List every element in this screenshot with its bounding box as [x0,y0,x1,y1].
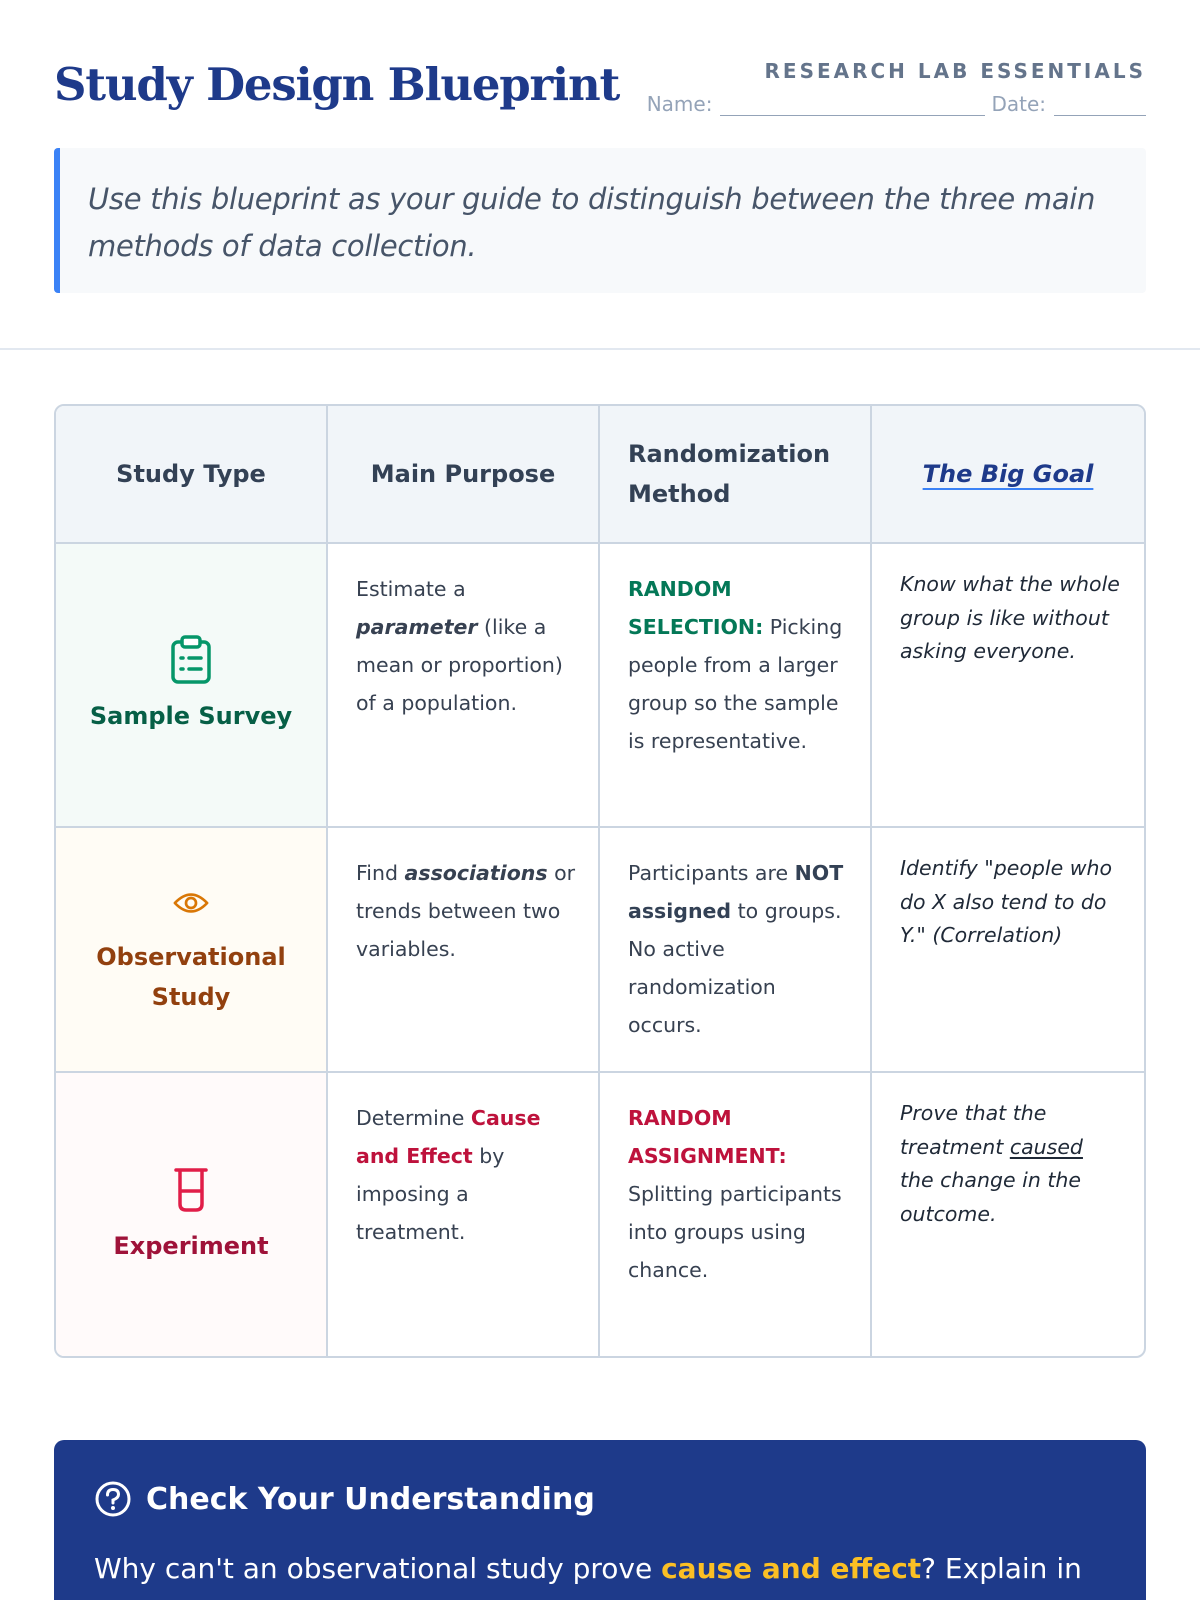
method-cell [600,1073,872,1356]
goal-text: the change in the outcome. [900,1168,1081,1226]
study-type-cell [56,828,328,1071]
method-keyword: NOT assigned [628,861,844,923]
purpose-cell [328,544,600,826]
method-cell [600,828,872,1071]
purpose-emphasis: parameter [356,615,478,639]
brand-label: RESEARCH LAB ESSENTIALS [764,59,1146,83]
header-cell [600,406,872,542]
method-text: to groups. No active randomization occurs. [628,899,842,1037]
purpose-text: Determine [356,1106,471,1130]
study-type-name: Observational Study [96,942,286,1011]
purpose-cell [328,828,600,1071]
method-keyword: RANDOM ASSIGNMENT: [628,1106,787,1168]
method-cell [600,544,872,826]
study-type-cell [56,1073,328,1356]
purpose-text: Find [356,861,405,885]
study-types-table [54,404,1146,1358]
header-main-purpose: Main Purpose [370,460,556,488]
goal-underlined: caused [1009,1134,1083,1159]
goal-cell [872,828,1144,1071]
check-question [94,1552,1082,1585]
purpose-emphasis: associations [404,861,548,885]
header-cell [56,406,328,542]
study-type-cell [56,544,328,826]
date-blank [1054,94,1146,116]
section-divider [0,348,1200,350]
goal-text: Prove that the treatment [900,1101,1047,1159]
method-text: Picking people from a larger group so the sample is representative. [628,615,843,753]
method-text: Participants are [628,861,795,885]
question-highlight: cause and effect [661,1552,922,1585]
beaker-icon [167,1164,215,1216]
check-title-row [94,1480,595,1518]
question-text: ? Explain in [921,1552,1082,1585]
method-text: Splitting participants into groups using chance. [628,1182,842,1282]
goal-text: Know what the whole group is like without asking everyone. [900,572,1120,663]
table-row [56,828,1144,1073]
goal-cell [872,1073,1144,1356]
intro-text: Use this blueprint as your guide to distinguish between the three main methods of data collection. [88,182,1096,263]
date-label: Date: [991,92,1046,116]
table-header-row [56,406,1144,544]
page-title: Study Design Blueprint [54,58,620,111]
header-cell [328,406,600,542]
question-text: Why can't an observational study prove [94,1552,662,1585]
check-title: Check Your Understanding [146,1481,595,1517]
eye-icon [167,883,215,923]
name-blank [720,94,985,116]
header-randomization-method: Randomization Method [628,440,831,508]
name-date-fields [647,92,1146,116]
purpose-text: or trends between two variables. [356,861,576,961]
purpose-text: by imposing a treatment. [356,1144,505,1244]
purpose-keyword: Cause and Effect [356,1106,541,1168]
study-type-name: Sample Survey [89,702,293,730]
purpose-cell [328,1073,600,1356]
table-row [56,1073,1144,1356]
check-understanding-box [54,1440,1146,1600]
header-cell [872,406,1144,542]
header-study-type: Study Type [116,460,266,488]
study-type-name: Experiment [113,1231,269,1260]
name-label: Name: [646,92,713,116]
purpose-text: Estimate a [356,577,466,601]
clipboard-list-icon [167,634,215,686]
intro-callout [54,148,1146,293]
goal-cell [872,544,1144,826]
question-circle-icon [94,1480,132,1518]
method-keyword: RANDOM SELECTION: [628,577,764,639]
goal-text: Identify "people who do X also tend to do Y." (Correlation) [900,856,1112,947]
table-row [56,544,1144,828]
purpose-text: (like a mean or proportion) of a population. [356,615,563,715]
header-big-goal: The Big Goal [922,460,1094,488]
